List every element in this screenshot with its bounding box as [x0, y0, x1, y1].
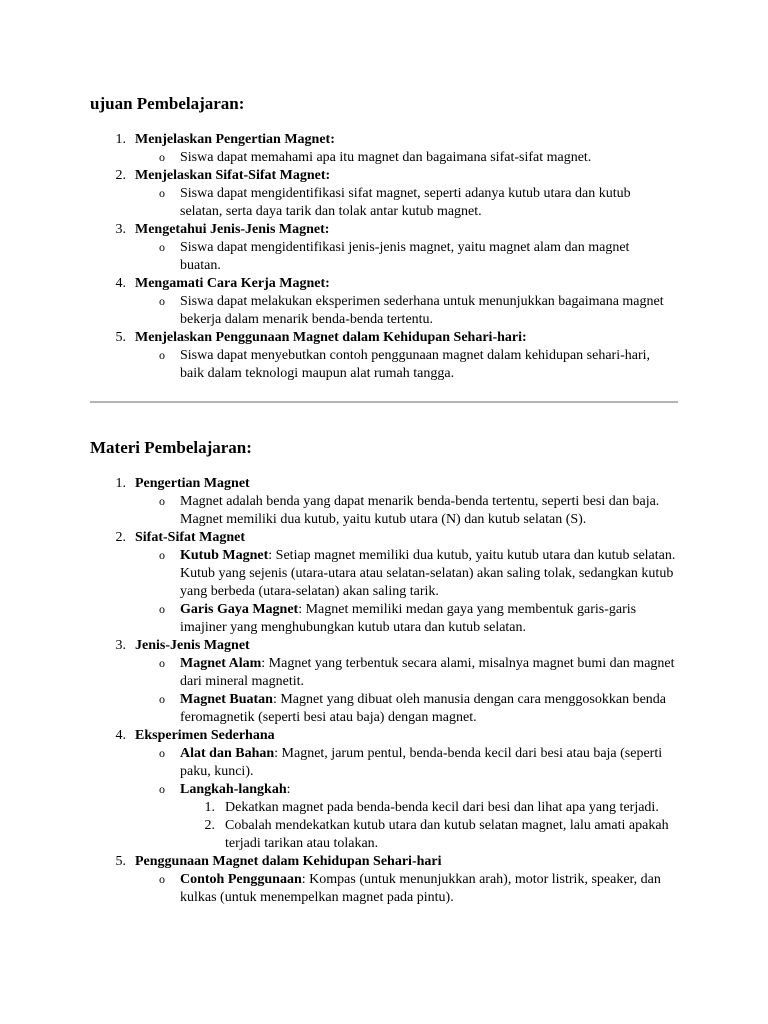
item-title: Eksperimen Sederhana: [135, 728, 275, 743]
steps-list: [180, 799, 680, 853]
item-title: Menjelaskan Pengertian Magnet:: [135, 132, 335, 147]
sub-item: [135, 293, 670, 329]
sub-item-text: Siswa dapat mengidentifikasi jenis-jenis magnet, yaitu magnet alam dan magnet buatan.: [180, 240, 630, 273]
sub-item-text: : Setiap magnet memiliki dua kutub, yaitu kutub utara dan kutub selatan. Kutub yang sejenis (utara-utara atau selatan-selatan) akan saling tolak, sedangkan kutub yang berbeda (utara-selatan) akan saling tarik.: [180, 548, 676, 599]
sub-item-text: Siswa dapat melakukan eksperimen sederhana untuk menunjukkan bagaimana magnet bekerja dalam menarik benda-benda tertentu.: [180, 294, 664, 327]
bullet-marker: o: [159, 692, 165, 706]
sub-list: [135, 871, 680, 907]
sub-item: [135, 691, 680, 727]
step-item: [180, 799, 680, 817]
item-title: Menjelaskan Penggunaan Magnet dalam Kehidupan Sehari-hari:: [135, 330, 527, 345]
sub-item-term: Magnet Alam: [180, 656, 262, 671]
bullet-marker: o: [159, 872, 165, 886]
sub-list: [135, 493, 680, 529]
list-item: [110, 529, 680, 637]
item-title: Sifat-Sifat Magnet: [135, 530, 246, 545]
list-item: [110, 853, 680, 907]
list-number: 2.: [115, 530, 126, 545]
sub-item-term: Langkah-langkah: [180, 782, 287, 797]
list-number: 1.: [115, 132, 126, 147]
list-item: [110, 475, 680, 529]
sub-list: [135, 547, 680, 637]
step-text: Dekatkan magnet pada benda-benda kecil dari besi dan lihat apa yang terjadi.: [225, 800, 659, 815]
step-text: Cobalah mendekatkan kutub utara dan kutub selatan magnet, lalu amati apakah terjadi tarikan atau tolakan.: [225, 818, 669, 851]
list-item: [110, 329, 670, 383]
sub-item-term: Garis Gaya Magnet: [180, 602, 299, 617]
step-item: [180, 817, 680, 853]
sub-item-text: Siswa dapat memahami apa itu magnet dan bagaimana sifat-sifat magnet.: [180, 150, 592, 165]
materials-list: [110, 475, 680, 907]
sub-list: [135, 745, 680, 853]
sub-item-text: : Magnet yang dibuat oleh manusia dengan cara menggosokkan benda feromagnetik (seperti besi atau baja) dengan magnet.: [180, 692, 666, 725]
sub-item-text: : Magnet yang terbentuk secara alami, misalnya magnet bumi dan magnet dari mineral magnetit.: [180, 656, 675, 689]
sub-item: [135, 493, 680, 529]
bullet-marker: o: [159, 746, 165, 760]
materials-heading: Materi Pembelajaran:: [90, 438, 252, 457]
sub-item-text: : Kompas (untuk menunjukkan arah), motor listrik, speaker, dan kulkas (untuk menempelkan magnet pada pintu).: [180, 872, 661, 905]
sub-item-text: Siswa dapat mengidentifikasi sifat magnet, seperti adanya kutub utara dan kutub selatan, serta daya tarik dan tolak antar kutub magnet.: [180, 186, 631, 219]
horizontal-divider: [90, 401, 678, 403]
item-title: Menjelaskan Sifat-Sifat Magnet:: [135, 168, 331, 183]
sub-list: [135, 239, 670, 275]
list-item: [110, 131, 670, 167]
bullet-marker: o: [159, 186, 165, 200]
list-number: 2.: [115, 168, 126, 183]
sub-item: [135, 655, 680, 691]
sub-list: [135, 347, 670, 383]
sub-item: [135, 239, 670, 275]
item-title: Pengertian Magnet: [135, 476, 250, 491]
bullet-marker: o: [159, 494, 165, 508]
list-number: 1.: [115, 476, 126, 491]
step-number: 2.: [204, 818, 215, 833]
list-number: 4.: [115, 276, 126, 291]
list-item: [110, 727, 680, 853]
bullet-marker: o: [159, 782, 165, 796]
list-item: [110, 221, 670, 275]
sub-list: [135, 185, 670, 221]
bullet-marker: o: [159, 348, 165, 362]
list-number: 3.: [115, 222, 126, 237]
sub-item-text: : Magnet memiliki medan gaya yang membentuk garis-garis imajiner yang menghubungkan kutub utara dan kutub selatan.: [180, 602, 637, 635]
item-title: Mengetahui Jenis-Jenis Magnet:: [135, 222, 330, 237]
sub-item-text: :: [286, 782, 291, 797]
sub-item: [135, 601, 680, 637]
bullet-marker: o: [159, 240, 165, 254]
sub-item-text: Magnet adalah benda yang dapat menarik benda-benda tertentu, seperti besi dan baja. Magnet memiliki dua kutub, yaitu kutub utara (N) dan kutub selatan (S).: [180, 494, 660, 527]
list-number: 4.: [115, 728, 126, 743]
list-item: [110, 637, 680, 727]
bullet-marker: o: [159, 150, 165, 164]
sub-list: [135, 293, 670, 329]
sub-item-term: Alat dan Bahan: [180, 746, 275, 761]
sub-item: [135, 745, 680, 781]
list-number: 3.: [115, 638, 126, 653]
sub-item: [135, 185, 670, 221]
sub-item: [135, 781, 680, 853]
list-number: 5.: [115, 330, 126, 345]
objectives-heading: ujuan Pembelajaran:: [90, 94, 245, 113]
sub-item-term: Magnet Buatan: [180, 692, 273, 707]
item-title: Jenis-Jenis Magnet: [135, 638, 250, 653]
sub-item: [135, 149, 670, 167]
sub-item-term: Contoh Penggunaan: [180, 872, 302, 887]
sub-item-text: : Magnet, jarum pentul, benda-benda kecil dari besi atau baja (seperti paku, kunci).: [180, 746, 663, 779]
item-title: Penggunaan Magnet dalam Kehidupan Sehari-hari: [135, 854, 442, 869]
step-number: 1.: [204, 800, 215, 815]
sub-list: [135, 149, 670, 167]
sub-list: [135, 655, 680, 727]
bullet-marker: o: [159, 602, 165, 616]
bullet-marker: o: [159, 294, 165, 308]
list-number: 5.: [115, 854, 126, 869]
list-item: [110, 167, 670, 221]
bullet-marker: o: [159, 548, 165, 562]
list-item: [110, 275, 670, 329]
sub-item-text: Siswa dapat menyebutkan contoh penggunaan magnet dalam kehidupan sehari-hari, baik dalam teknologi maupun alat rumah tangga.: [180, 348, 651, 381]
objectives-list: [110, 131, 670, 383]
sub-item: [135, 347, 670, 383]
item-title: Mengamati Cara Kerja Magnet:: [135, 276, 330, 291]
sub-item: [135, 871, 680, 907]
sub-item-term: Kutub Magnet: [180, 548, 269, 563]
sub-item: [135, 547, 680, 601]
bullet-marker: o: [159, 656, 165, 670]
